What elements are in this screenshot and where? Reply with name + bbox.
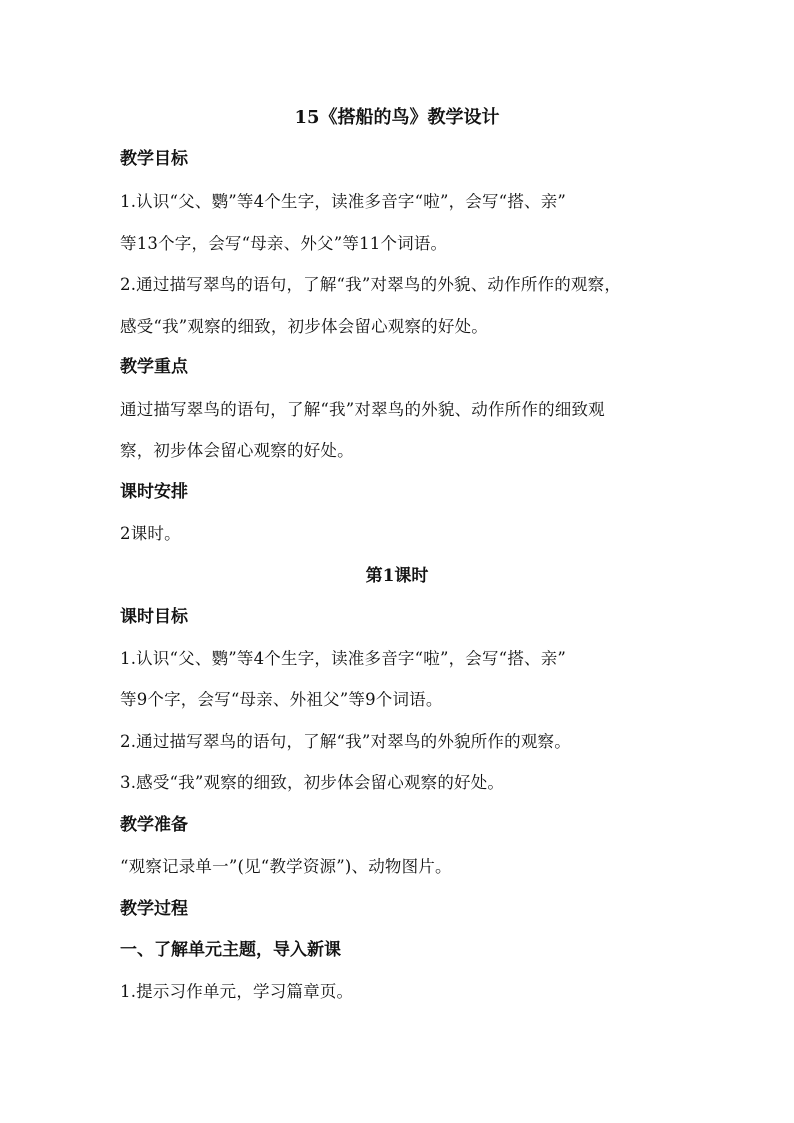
paragraph-line: 等13个字，会写“母亲、外父”等11个词语。 — [120, 234, 448, 253]
paragraph-line: 2.通过描写翠鸟的语句，了解“我”对翠鸟的外貌、动作所作的观察， — [120, 275, 622, 294]
lesson-title: 第1课时 — [365, 566, 429, 586]
paragraph-line: 通过描写翠鸟的语句，了解“我”对翠鸟的外貌、动作所作的细致观 — [120, 400, 605, 419]
heading-preparation: 教学准备 — [120, 815, 188, 835]
heading-lesson-goals: 课时目标 — [120, 607, 188, 627]
paragraph-line: 2.通过描写翠鸟的语句，了解“我”对翠鸟的外貌所作的观察。 — [120, 732, 571, 751]
paragraph-line: 察，初步体会留心观察的好处。 — [120, 441, 354, 460]
document-title: 15《搭船的鸟》教学设计 — [294, 107, 500, 128]
paragraph-line: 1.认识“父、鹦”等4个生字，读准多音字“啦”，会写“搭、亲” — [120, 192, 567, 211]
heading-step-one: 一、了解单元主题，导入新课 — [120, 940, 341, 960]
heading-teaching-goals: 教学目标 — [120, 149, 188, 169]
heading-process: 教学过程 — [120, 899, 188, 919]
paragraph-line: “观察记录单一”(见“教学资源”)、动物图片。 — [120, 857, 452, 876]
paragraph-line: 3.感受“我”观察的细致，初步体会留心观察的好处。 — [120, 773, 505, 792]
paragraph-line: 2课时。 — [120, 524, 181, 543]
heading-teaching-focus: 教学重点 — [120, 357, 188, 377]
paragraph-line: 1.提示习作单元，学习篇章页。 — [120, 982, 354, 1001]
heading-schedule: 课时安排 — [120, 482, 188, 502]
paragraph-line: 感受“我”观察的细致，初步体会留心观察的好处。 — [120, 317, 488, 336]
paragraph-line: 等9个字，会写“母亲、外祖父”等9个词语。 — [120, 690, 443, 709]
paragraph-line: 1.认识“父、鹦”等4个生字，读准多音字“啦”，会写“搭、亲” — [120, 649, 567, 668]
